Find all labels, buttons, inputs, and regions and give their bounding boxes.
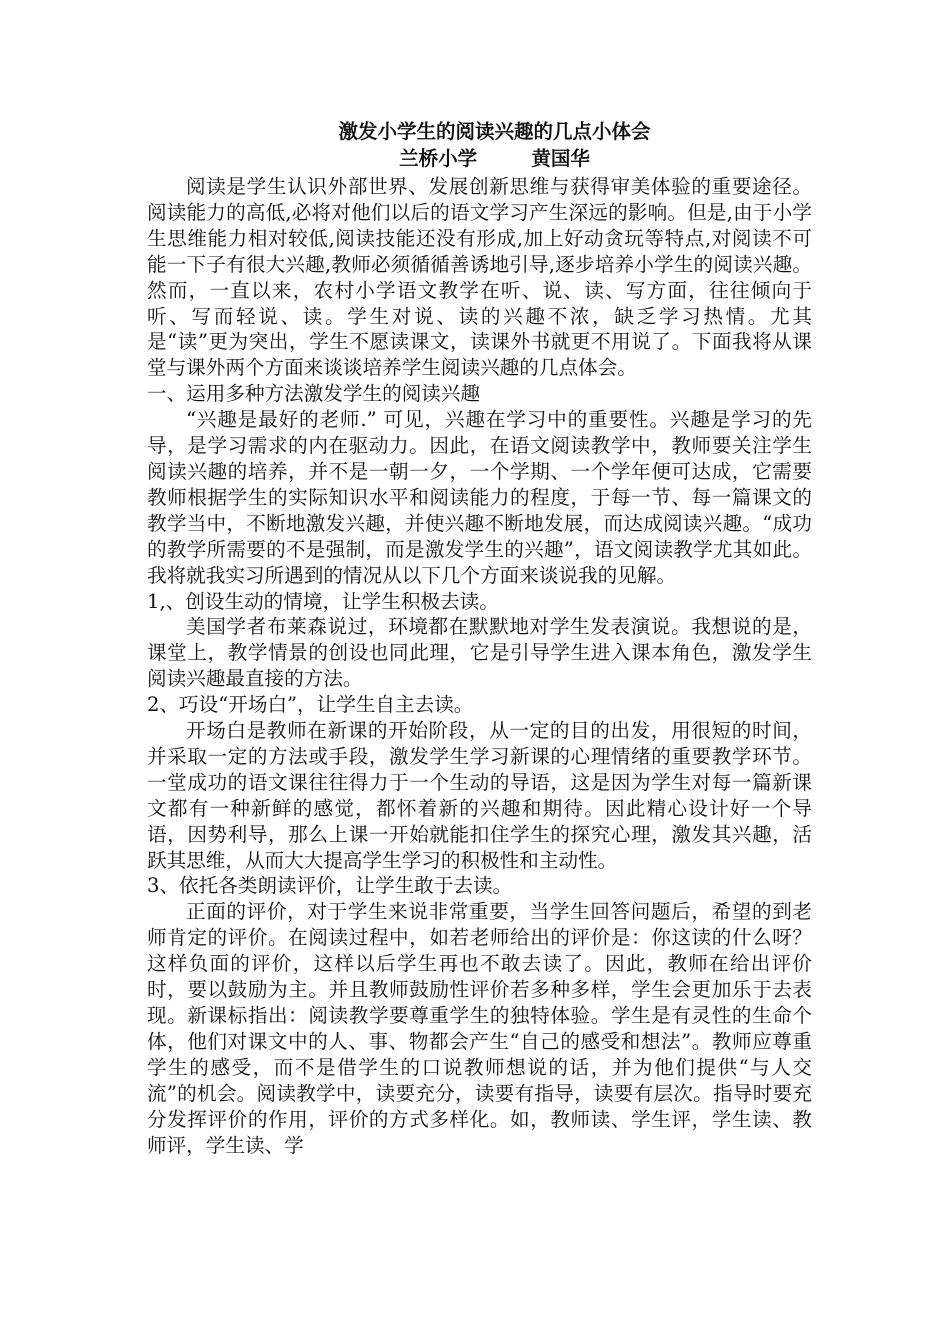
section-1-paragraph: “兴趣是最好的老师.” 可见，兴趣在学习中的重要性。兴趣是学习的先导，是学习需求的内在驱动力。因此，在语文阅读教学中，教师要关注学生阅读兴趣的培养，并不是一朝一夕，一个学期、一个学年便可达成，它需要教师根据学生的实际知识水平和阅读能力的程度，于每一节、每一篇课文的教学当中，不断地激发兴趣，并使兴趣不断地发展，而达成阅读兴趣。“成功的教学所需要的不是强制，而是激发学生的兴趣”，语文阅读教学尤其如此。我将就我实习所遇到的情况从以下几个方面来谈说我的见解。 [147, 408, 812, 587]
subheading-3: 3、依托各类朗读评价，让学生敢于去读。 [147, 874, 513, 898]
document-title: 激发小学生的阅读兴趣的几点小体会 [338, 120, 651, 143]
document-page [147, 118, 812, 1158]
subheading-2: 2、巧设“开场白”，让学生自主去读。 [147, 693, 474, 717]
subsection-3-paragraph: 正面的评价，对于学生来说非常重要，当学生回答问题后，希望的到老师肯定的评价。在阅读过程中，如若老师给出的评价是：你这读的什么呀？这样负面的评价，这样以后学生再也不敢去读了。因此，教师在给出评价时，要以鼓励为主。并且教师鼓励性评价若多种多样，学生会更加乐于去表现。新课标指出：阅读教学要尊重学生的独特体验。学生是有灵性的生命个体，他们对课文中的人、事、物都会产生“自己的感受和想法”。教师应尊重学生的感受，而不是借学生的口说教师想说的话，并为他们提供“与人交流”的机会。阅读教学中，读要充分，读要有指导，读要有层次。指导时要充分发挥评价的作用，评价的方式多样化。如，教师读、学生评，学生读、教师评，学生读、学 [147, 900, 812, 1157]
subheading-1: 1,、创设生动的情境，让学生积极去读。 [147, 589, 499, 613]
author-line: 兰桥小学 黄国华 [399, 147, 590, 170]
subsection-1-paragraph: 美国学者布莱森说过，环境都在默默地对学生发表演说。我想说的是，课堂上，教学情景的创设也同此理，它是引导学生进入课本角色，激发学生阅读兴趣最直接的方法。 [147, 615, 812, 691]
subsection-2-paragraph: 开场白是教师在新课的开始阶段，从一定的目的出发，用很短的时间，并采取一定的方法或手段，激发学生学习新课的心理情绪的重要教学环节。一堂成功的语文课往往得力于一个生动的导语，这是因为学生对每一篇新课文都有一种新鲜的感觉，都怀着新的兴趣和期待。因此精心设计好一个导语，因势利导，那么上课一开始就能扣住学生的探究心理，激发其兴趣，活跃其思维，从而大大提高学生学习的积极性和主动性。 [147, 719, 812, 872]
section-heading-1: 一、运用多种方法激发学生的阅读兴趣 [147, 382, 481, 406]
intro-paragraph: 阅读是学生认识外部世界、发展创新思维与获得审美体验的重要途径。阅读能力的高低,必将对他们以后的语文学习产生深远的影响。但是,由于小学生思维能力相对较低,阅读技能还没有形成,加上好动贪玩等特点,对阅读不可能一下子有很大兴趣,教师必须循循善诱地引导,逐步培养小学生的阅读兴趣。然而，一直以来，农村小学语文教学在听、说、读、写方面，往往倾向于听、写而轻说、读。学生对说、读的兴趣不浓，缺乏学习热情。尤其是“读”更为突出，学生不愿读课文，读课外书就更不用说了。下面我将从课堂与课外两个方面来谈谈培养学生阅读兴趣的几点体会。 [147, 175, 812, 380]
